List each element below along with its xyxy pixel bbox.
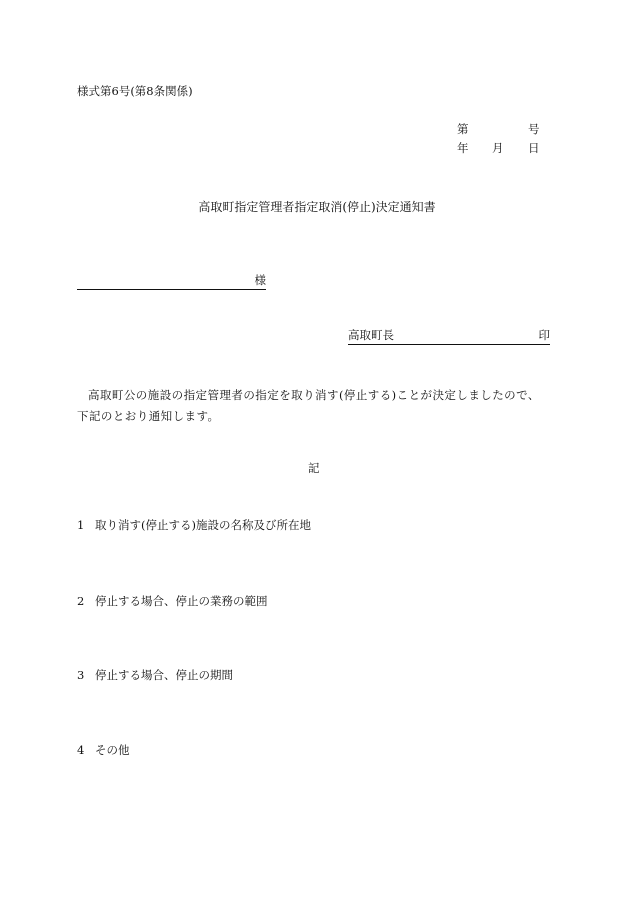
list-item [77,670,233,682]
notice-body: 高取町公の施設の指定管理者の指定を取り消す(停止する)ことが決定しましたので、下記のとおり通知します。 [77,388,540,423]
item-text: その他 [95,743,130,757]
ki-heading: 記 [308,461,320,475]
sender-name: 高取町長 [348,328,394,342]
list-item [77,520,311,532]
date-year: 年 [457,141,469,155]
item-text: 停止する場合、停止の業務の範囲 [95,594,268,608]
item-number: 3 [77,668,85,682]
item-number: 4 [77,743,85,757]
document-title: 高取町指定管理者指定取消(停止)決定通知書 [198,200,436,214]
list-item [77,596,268,608]
item-text: 停止する場合、停止の期間 [95,668,233,682]
date-day: 日 [528,141,540,155]
item-number: 2 [77,594,85,608]
doc-number-suffix: 号 [528,122,540,136]
item-number: 1 [77,518,85,532]
item-text: 取り消す(停止する)施設の名称及び所在地 [95,518,311,532]
addressee-suffix: 様 [254,273,266,287]
date-month: 月 [492,141,504,155]
addressee-line [77,275,266,290]
list-item [77,745,130,757]
doc-number-prefix: 第 [457,122,469,136]
seal-mark: 印 [538,328,550,342]
form-number: 様式第6号(第8条関係) [77,84,193,98]
sender-line [348,330,550,345]
